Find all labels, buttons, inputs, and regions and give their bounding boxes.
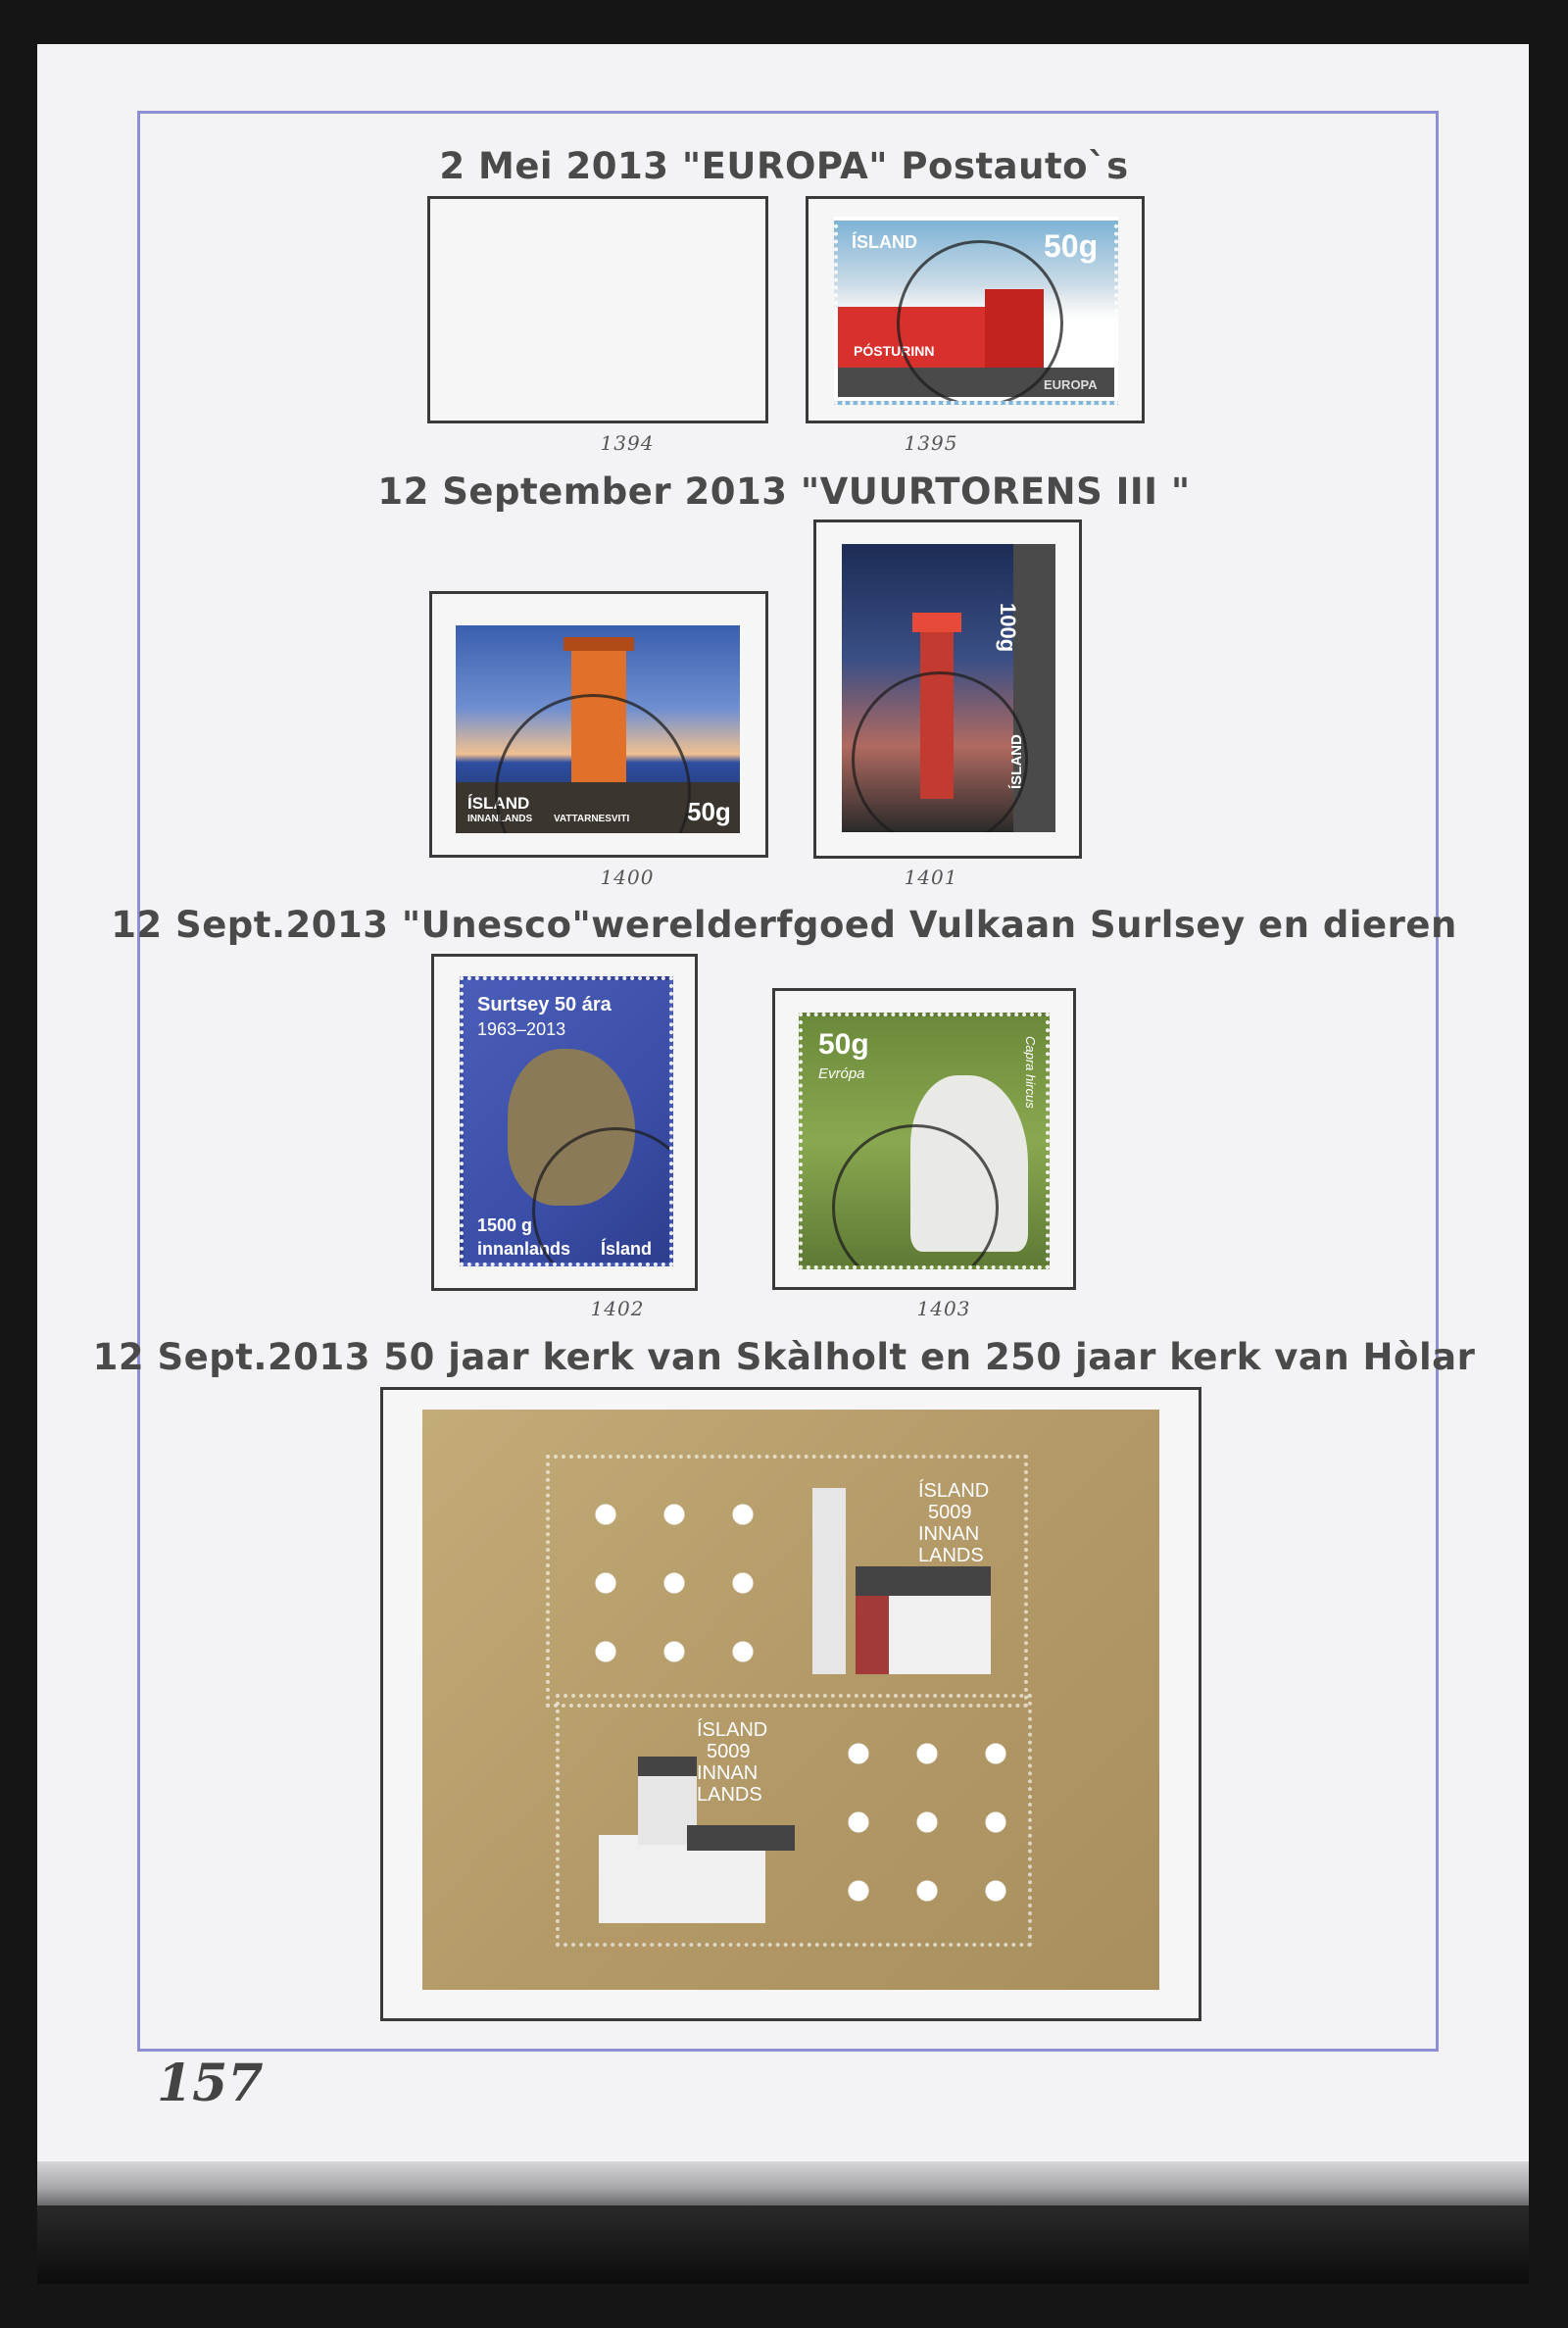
section-title-unesco: 12 Sept.2013 "Unesco"werelderfgoed Vulkaan Surlsey en dieren	[111, 904, 1457, 946]
stamp-mount-1400	[429, 591, 768, 858]
stamp-1403-value: 50g	[818, 1028, 869, 1061]
stamp-1402-value: 1500 g	[477, 1215, 533, 1235]
section-title-kerk: 12 Sept.2013 50 jaar kerk van Skàlholt en 250 jaar kerk van Hòlar	[92, 1336, 1476, 1378]
stamp-1400-value: 50g	[687, 797, 731, 826]
stamp-1403-sub: Evrópa	[818, 1065, 865, 1082]
stamp-1402-line1: Surtsey 50 ára	[477, 994, 612, 1015]
stamp-mount-1403	[772, 988, 1076, 1290]
stamp-number-1403: 1403	[916, 1297, 971, 1320]
postmark-circle	[495, 694, 691, 833]
postmark-circle	[897, 240, 1063, 405]
stamp-number-1401: 1401	[904, 866, 958, 889]
block-lower-sub1: INNAN	[697, 1762, 759, 1784]
sheet-stamp-holar	[546, 1455, 1028, 1708]
stamp-1402	[460, 976, 673, 1266]
stamp-mount-1401	[813, 520, 1082, 859]
souvenir-sheet	[422, 1410, 1159, 1990]
stamp-1401-value: 100g	[996, 603, 1020, 653]
stamp-1402-line2: 1963–2013	[477, 1019, 566, 1039]
stamp-1401	[842, 544, 1055, 832]
stamp-1395-country: ÍSLAND	[852, 232, 917, 252]
stamp-1400-country: ÍSLAND	[467, 794, 530, 813]
block-lower-sub2: LANDS	[697, 1784, 762, 1806]
section-title-europa: 2 Mei 2013 "EUROPA" Postauto`s	[439, 145, 1129, 187]
stamp-1395-brand: PÓSTURINN	[854, 343, 935, 359]
block-upper-country: ÍSLAND	[918, 1480, 990, 1502]
stamp-number-1402: 1402	[590, 1297, 645, 1320]
stamp-mount-1402	[431, 954, 698, 1291]
page-number: 157	[157, 2054, 264, 2113]
block-lower-value: 5009	[707, 1741, 751, 1762]
stamp-1395	[834, 217, 1118, 405]
block-upper-value: 5009	[928, 1502, 972, 1523]
souvenir-sheet-mount	[380, 1387, 1201, 2021]
stamp-mount-1394-empty	[427, 196, 768, 423]
stamp-1400-name: VATTARNESVITI	[554, 814, 630, 824]
stamp-1403	[799, 1013, 1050, 1269]
block-upper-sub2: LANDS	[918, 1545, 984, 1566]
stamp-1395-value: 50g	[1044, 228, 1099, 264]
stamp-mount-1395	[806, 196, 1145, 423]
stamp-1402-country: Ísland	[601, 1239, 653, 1259]
postmark-circle	[852, 671, 1028, 832]
stamp-number-1395: 1395	[904, 431, 958, 455]
stamp-1402-sub: innanlands	[477, 1239, 571, 1259]
sheet-stamp-skalholt	[556, 1694, 1032, 1947]
stamp-1403-species: Capra hircus	[1023, 1036, 1038, 1109]
stamp-1401-country: ÍSLAND	[1008, 734, 1025, 789]
album-binder	[37, 2205, 1529, 2284]
stamp-number-1400: 1400	[600, 866, 655, 889]
album-sleeve	[37, 2161, 1529, 2205]
stamp-1400-sub: INNANLANDS	[467, 814, 533, 824]
section-title-vuurtorens: 12 September 2013 "VUURTORENS III "	[377, 471, 1191, 513]
block-lower-country: ÍSLAND	[697, 1719, 768, 1741]
stamp-number-1394: 1394	[600, 431, 655, 455]
block-upper-sub1: INNAN	[918, 1523, 980, 1545]
stamp-1395-series: EUROPA	[1044, 377, 1098, 392]
stamp-1400	[456, 625, 740, 833]
